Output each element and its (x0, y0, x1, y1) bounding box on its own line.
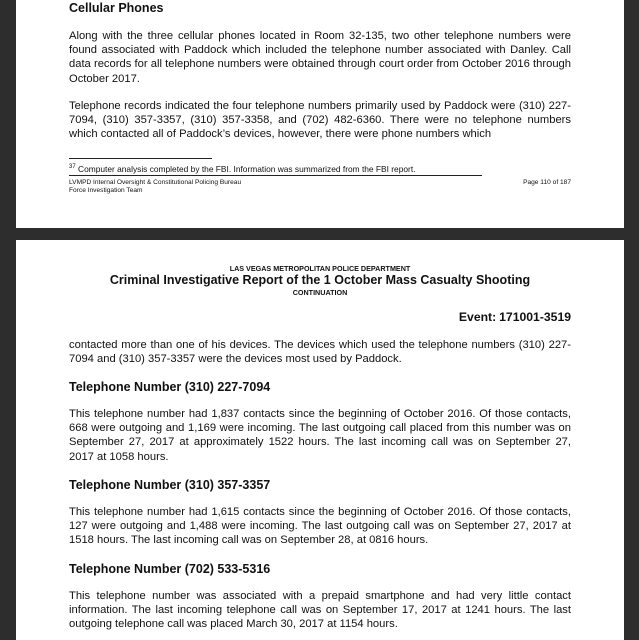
section-heading-702-533-5316: Telephone Number (702) 533-5316 (69, 562, 271, 576)
footnote-separator (69, 158, 212, 159)
document-page-110 (16, 0, 624, 228)
event-label: Event: (458, 310, 497, 324)
section-heading-cellular-phones: Cellular Phones (69, 1, 164, 15)
paragraph-telephone-records: Telephone records indicated the four telephone numbers primarily used by Paddock were (310) 227-7094, (310) 357-3357, (310) 357-3358, and (702) 482-6360. There were no telephone numbers which contacted all of Paddock’s devices, however, there were phone numbers which (69, 100, 571, 141)
paragraph-cellular-phones: Along with the three cellular phones located in Room 32-135, two other telephone numbers were found associated with Paddock which included the telephone number associated with Danley. Call data records for all telephone numbers were obtained through court order from October 2016 through October 2017. (69, 30, 571, 85)
event-number (459, 310, 571, 324)
section-heading-310-227-7094: Telephone Number (310) 227-7094 (69, 380, 271, 394)
footnote (69, 164, 482, 176)
report-title: Criminal Investigative Report of the 1 October Mass Casualty Shooting (109, 273, 531, 287)
continuation-label: CONTINUATION (292, 288, 348, 297)
section-heading-310-357-3357: Telephone Number (310) 357-3357 (69, 478, 271, 492)
footer-page-number: Page 110 of 187 (523, 179, 571, 186)
footnote-number: 37 (69, 164, 76, 171)
document-page-111 (16, 240, 624, 640)
agency-name: LAS VEGAS METROPOLITAN POLICE DEPARTMENT (229, 264, 411, 273)
footnote-text: Computer analysis completed by the FBI. Information was summarized from the FBI report. (78, 164, 416, 174)
footer-bureau: LVMPD Internal Oversight & Constitutional Policing Bureau (69, 179, 242, 186)
paragraph-702-533-5316: This telephone number was associated with a prepaid smartphone and had very little contact information. The last incoming telephone call was on September 17, 2017 at 1241 hours. The last outgoing telephone call was placed March 30, 2017 at 1154 hours. (69, 590, 571, 631)
paragraph-310-227-7094: This telephone number had 1,837 contacts since the beginning of October 2016. Of those contacts, 668 were outgoing and 1,169 were incoming. The last outgoing call placed from this number was on September 27, 2017 at approximately 1522 hours. The last incoming call was on September 27, 2017 at 1058 hours. (69, 408, 571, 463)
paragraph-310-357-3357: This telephone number had 1,615 contacts since the beginning of October 2016. Of those contacts, 127 were outgoing and 1,488 were incoming. The last outgoing call was on September 27, 2017 at 1518 hours. The last incoming call was on September 28, at 0816 hours. (69, 506, 571, 547)
footer-team: Force Investigation Team (69, 187, 143, 194)
paragraph-continuation: contacted more than one of his devices. The devices which used the telephone numbers (310) 227-7094 and (310) 357-3357 were the devices most used by Paddock. (69, 339, 571, 366)
page-footer (69, 179, 571, 195)
event-value: 171001-3519 (499, 310, 571, 324)
